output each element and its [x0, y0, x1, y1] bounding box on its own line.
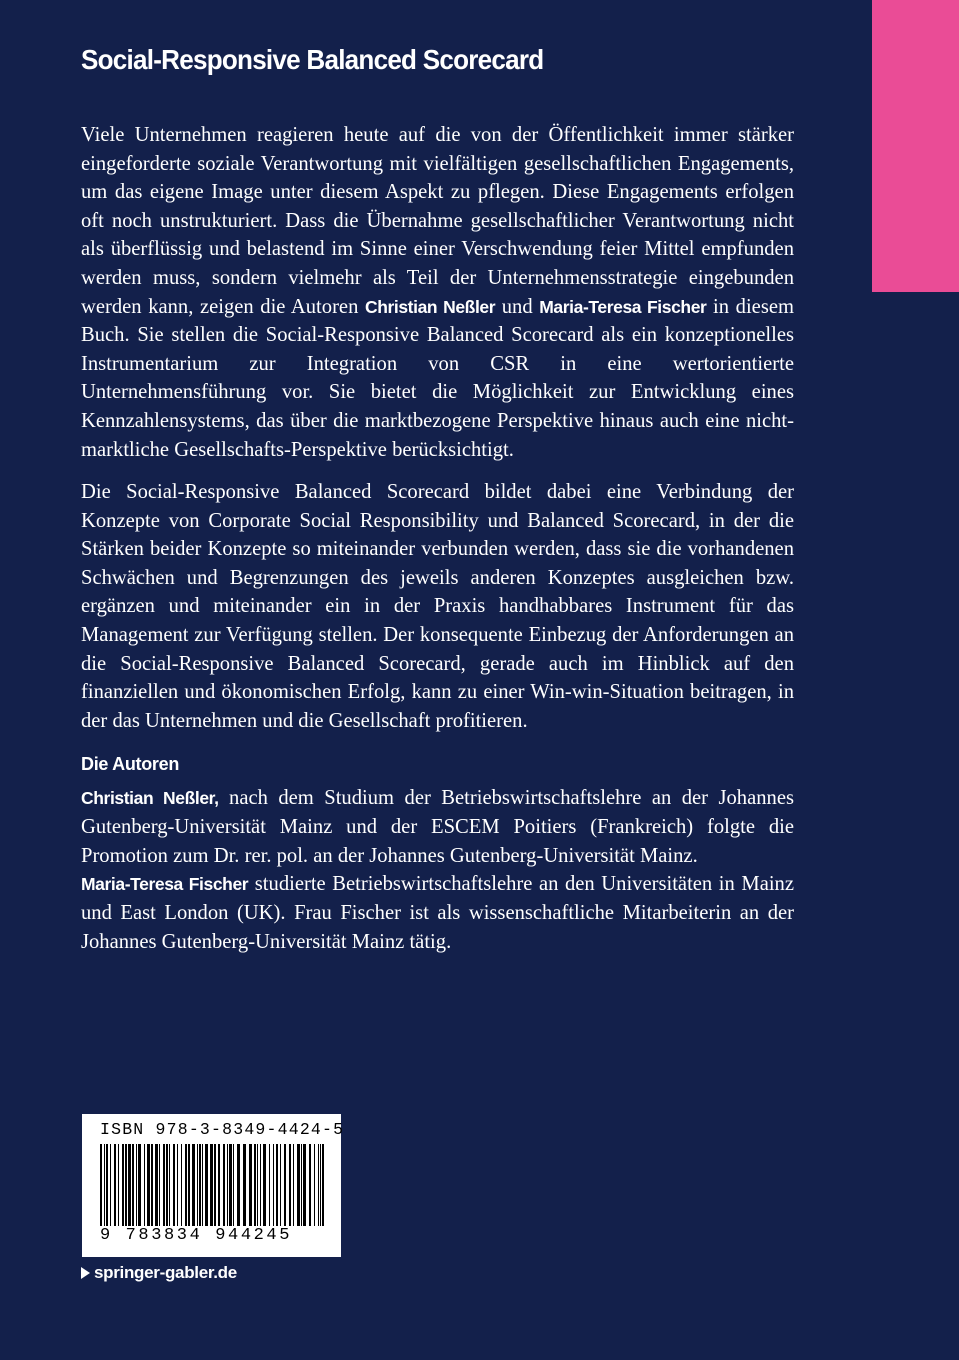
author-name-1: Christian Neßler: [364, 296, 496, 317]
barcode-bar: [257, 1144, 258, 1226]
barcode-bar: [223, 1144, 225, 1226]
barcode-bar: [177, 1144, 178, 1226]
author-bio-name-1: Christian Neßler,: [81, 788, 219, 808]
barcode-bar: [273, 1144, 274, 1226]
barcode-bar: [243, 1144, 246, 1226]
barcode-bar: [185, 1144, 187, 1226]
barcode-bar: [249, 1144, 252, 1226]
publisher-link[interactable]: [81, 1263, 237, 1283]
barcode-bar: [280, 1144, 281, 1226]
barcode-bar: [229, 1144, 232, 1226]
barcode-bar: [293, 1144, 294, 1226]
publisher-url: springer-gabler.de: [94, 1263, 237, 1282]
barcode-bar: [122, 1144, 124, 1226]
barcode-bar: [136, 1144, 137, 1226]
barcode-bar: [125, 1144, 127, 1226]
barcode-bar: [202, 1144, 203, 1226]
description-text: und: [495, 295, 540, 318]
barcode-bar: [110, 1144, 111, 1226]
description-text: Viele Unternehmen reagieren heute auf die von der Öffentlichkeit immer stärker eingeforderte soziale Verantwortung mit vielfältigen gesellschaftlichen Engagements, um das eigene Image unter diesem Aspekt zu pflegen. Diese Engagements erfolgen oft noch unstrukturiert. Dass die Übernahme gesellschaftlicher Verantwortung nicht als überflüssig und belastend im Sinne einer Verschwendung feier Mittel empfunden werden muss, sondern vielmehr als Teil der Unternehmensstrategie eingebunden werden kann, zeigen die Autoren: [81, 124, 794, 318]
barcode-bar: [163, 1144, 165, 1226]
barcode-bar: [199, 1144, 201, 1226]
barcode-bar: [147, 1144, 150, 1226]
authors-heading: Die Autoren: [81, 754, 180, 774]
author-bio-text-1: nach dem Studium der Betriebswirtschaftslehre an der Johannes Gutenberg-Universität Mainz und der ESCEM Poitiers (Frankreich) folgte die Promotion zum Dr. rer. pol. an der Johannes Gutenberg-Universität Mainz.: [81, 787, 794, 867]
barcode-bar: [289, 1144, 291, 1226]
barcode-bar: [260, 1144, 261, 1226]
barcode-bar: [284, 1144, 286, 1226]
barcode-bar: [318, 1144, 319, 1226]
author-bio-name-2: Maria-Teresa Fischer: [81, 874, 249, 895]
barcode-bar: [303, 1144, 306, 1226]
barcode-bar: [106, 1144, 108, 1226]
barcode-bar: [114, 1144, 116, 1226]
barcode-bar: [297, 1144, 300, 1226]
barcode-bar: [166, 1144, 168, 1226]
isbn-number: ISBN 978-3-8349-4424-5: [100, 1120, 345, 1139]
book-title: Social-Responsive Balanced Scorecard: [81, 44, 544, 75]
barcode-bar: [128, 1144, 131, 1226]
barcode-bar: [169, 1144, 170, 1226]
barcode-bar: [263, 1144, 266, 1226]
barcode-bar: [181, 1144, 182, 1226]
description-text: in diesem Buch. Sie stellen die Social-Responsive Balanced Scorecard als ein konzeptionelles Instrumentarium zur Integration von CSR in eine wertorientierte Unternehmensführung vor. Sie bietet die Möglichkeit zur Entwicklung eines Kennzahlensystems, das über die marktbezogene Perspektive hinaus auch eine nicht-marktliche Gesellschafts-Perspektive berücksichtigt.: [81, 295, 794, 461]
barcode-bar: [269, 1144, 270, 1226]
barcode-bar: [159, 1144, 160, 1226]
barcode-bar: [309, 1144, 311, 1226]
barcode-bar: [155, 1144, 158, 1226]
barcode-bar: [132, 1144, 134, 1226]
barcode-bar: [314, 1144, 315, 1226]
isbn-barcode: [82, 1114, 345, 1257]
author-bio-text-2: studierte Betriebswirtschaftslehre an den Universitäten in Mainz und East London (UK). Frau Fischer ist als wissenschaftliche Mitarbeiterin an der Johannes Gutenberg-Universität Mainz tätig.: [81, 873, 794, 953]
barcode-bar: [192, 1144, 195, 1226]
arrow-right-icon: [81, 1267, 90, 1279]
barcode-bar: [173, 1144, 175, 1226]
barcode-bar: [205, 1144, 208, 1226]
barcode-bar: [188, 1144, 190, 1226]
barcode-bar: [197, 1144, 198, 1226]
barcode-bar: [254, 1144, 256, 1226]
description-paragraph-2: Die Social-Responsive Balanced Scorecard bildet dabei eine Verbindung der Konzepte von Corporate Social Responsibility und Balanced Scorecard, in der die Stärken beider Konzepte so miteinander verbunden werden, dass sie die vorhandenen Schwächen und Begrenzungen des jeweils anderen Konzeptes ausgleichen bzw. ergänzen und miteinander ein in der Praxis handhabbares Instrument für das Management zur Verfügung stellen. Der konsequente Einbezug der Anforderungen an die Social-Responsive Balanced Scorecard, gerade auch im Hinblick auf den finanziellen und ökonomischen Erfolg, kann zu einer Win-win-Situation beitragen, in der das Unternehmen und die Gesellschaft profitieren.: [81, 481, 794, 732]
barcode-bar: [227, 1144, 228, 1226]
barcode-bar: [301, 1144, 302, 1226]
barcode-bar: [118, 1144, 119, 1226]
description-paragraph-1: [81, 121, 794, 464]
barcode-bar: [233, 1144, 234, 1226]
barcode-bar: [151, 1144, 153, 1226]
barcode-bar: [144, 1144, 145, 1226]
barcode-bar: [210, 1144, 213, 1226]
barcode-bar: [138, 1144, 141, 1226]
barcode-bar: [218, 1144, 220, 1226]
barcode-bar: [276, 1144, 278, 1226]
authors-bio: [81, 784, 794, 957]
barcode-digits: 9 783834 944245: [100, 1226, 325, 1245]
author-name-2: Maria-Teresa Fischer: [539, 296, 707, 317]
barcode-bar: [237, 1144, 240, 1226]
accent-color-tab: [872, 0, 959, 292]
